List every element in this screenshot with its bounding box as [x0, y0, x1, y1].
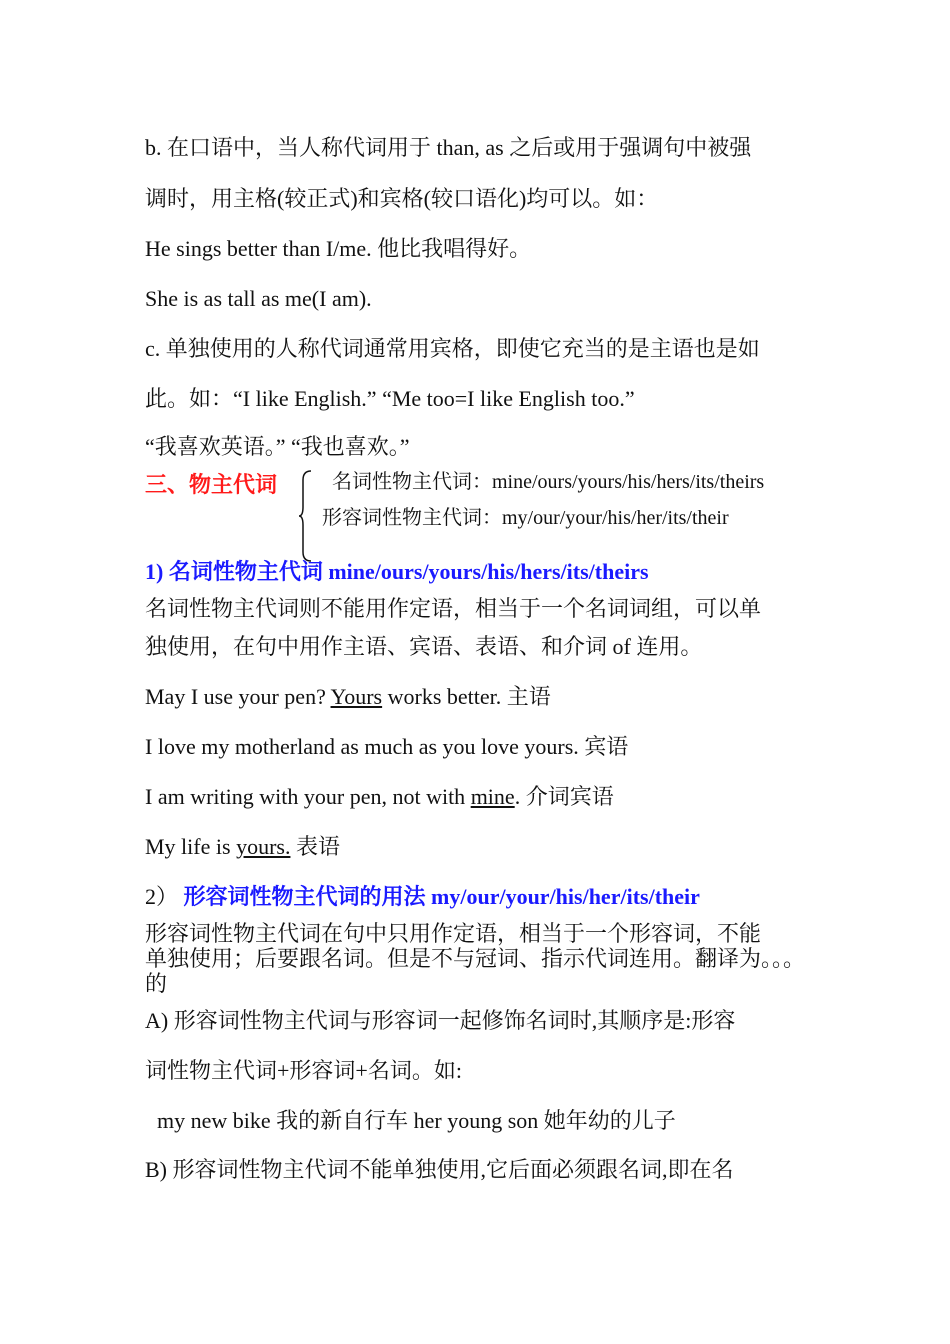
section-c-line1: c. 单独使用的人称代词通常用宾格，即使它充当的是主语也是如	[145, 336, 760, 361]
rule-a-line2: 词性物主代词+形容词+名词。如:	[145, 1058, 462, 1083]
adj-possessive-desc3: 的	[145, 971, 168, 996]
heading-text: 形容词性物主代词的用法 my/our/your/his/her/its/their	[183, 884, 700, 909]
section-b-example1: He sings better than I/me. 他比我唱得好。	[145, 236, 532, 261]
section-c-line3: “我喜欢英语。” “我也喜欢。”	[145, 434, 410, 459]
noun-example-predicative	[145, 832, 340, 862]
part3-branch-noun: 名词性物主代词：mine/ours/yours/his/hers/its/theirs	[332, 471, 765, 493]
underlined-pronoun: Yours	[330, 684, 383, 709]
rule-a-line1: A) 形容词性物主代词与形容词一起修饰名词时,其顺序是:形容	[145, 1008, 736, 1033]
example-text: . 介词宾语	[514, 784, 614, 809]
underlined-pronoun: mine	[470, 784, 515, 809]
adj-possessive-heading	[145, 882, 700, 912]
example-text: My life is	[145, 834, 237, 859]
left-brace-icon	[298, 470, 314, 562]
noun-possessive-desc2: 独使用，在句中用作主语、宾语、表语、和介词 of 连用。	[145, 634, 703, 659]
section-c-line2: 此。如：“I like English.” “Me too=I like English too.”	[145, 386, 635, 411]
noun-example-prep-object	[145, 782, 614, 812]
section-b-line2: 调时，用主格(较正式)和宾格(较口语化)均可以。如：	[145, 186, 659, 211]
noun-possessive-desc1: 名词性物主代词则不能用作定语，相当于一个名词词组，可以单	[145, 596, 762, 621]
noun-possessive-heading: 1) 名词性物主代词 mine/ours/yours/his/hers/its/theirs	[145, 559, 649, 584]
heading-number: 2）	[145, 884, 184, 909]
example-text: May I use your pen?	[145, 684, 331, 709]
section-b-example2: She is as tall as me(I am).	[145, 286, 372, 311]
rule-a-example: my new bike 我的新自行车 her young son 她年幼的儿子	[157, 1108, 676, 1133]
noun-example-object: I love my motherland as much as you love yours. 宾语	[145, 734, 629, 759]
part3-heading: 三、物主代词	[145, 472, 278, 497]
part3-branch-adj: 形容词性物主代词：my/our/your/his/her/its/their	[322, 507, 729, 529]
underlined-pronoun: yours.	[236, 834, 291, 859]
example-text: 表语	[290, 834, 340, 859]
noun-example-subject	[145, 682, 551, 712]
adj-possessive-desc1: 形容词性物主代词在句中只用作定语，相当于一个形容词，不能	[145, 921, 762, 946]
example-text: works better. 主语	[382, 684, 551, 709]
example-text: I am writing with your pen, not with	[145, 784, 471, 809]
adj-possessive-desc2: 单独使用；后要跟名词。但是不与冠词、指示代词连用。翻译为。。。	[145, 946, 806, 971]
section-b-line1: b. 在口语中，当人称代词用于 than, as 之后或用于强调句中被强	[145, 135, 752, 160]
rule-b-line1: B) 形容词性物主代词不能单独使用,它后面必须跟名词,即在名	[145, 1157, 734, 1182]
